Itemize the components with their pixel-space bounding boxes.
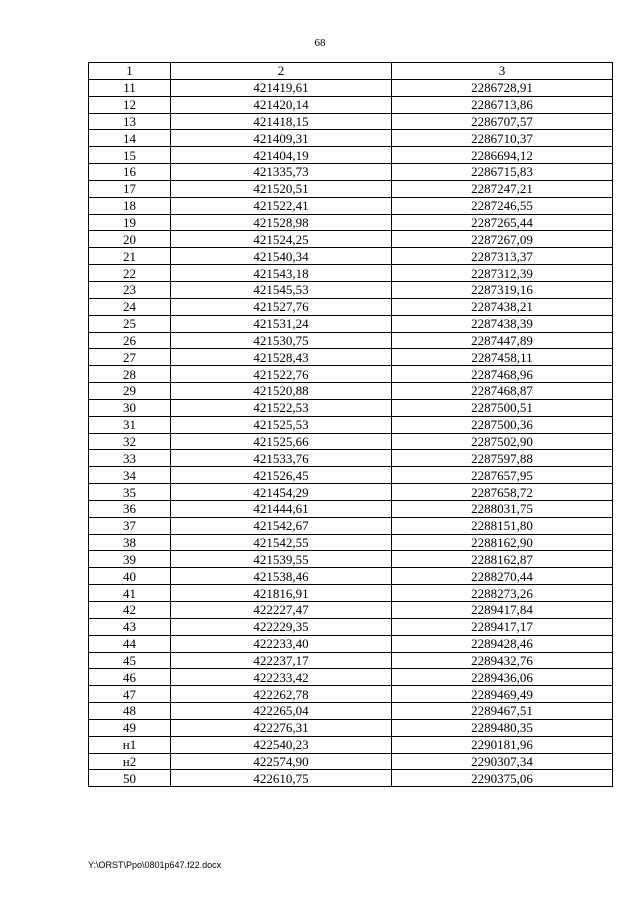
y-coordinate-cell: 2290375,06 <box>392 770 613 787</box>
point-number-cell: н1 <box>89 736 171 753</box>
table-row <box>89 298 613 315</box>
table-row <box>89 231 613 248</box>
table-row <box>89 719 613 736</box>
point-number-cell: 16 <box>89 164 171 181</box>
table-row <box>89 315 613 332</box>
point-number-cell: 30 <box>89 399 171 416</box>
y-coordinate-cell: 2287458,11 <box>392 349 613 366</box>
x-coordinate-cell: 422265,04 <box>171 703 392 720</box>
y-coordinate-cell: 2287438,21 <box>392 298 613 315</box>
y-coordinate-cell: 2289480,35 <box>392 719 613 736</box>
x-coordinate-cell: 422610,75 <box>171 770 392 787</box>
table-row <box>89 349 613 366</box>
table-row <box>89 416 613 433</box>
x-coordinate-cell: 422233,42 <box>171 669 392 686</box>
y-coordinate-cell: 2287313,37 <box>392 248 613 265</box>
y-coordinate-cell: 2287319,16 <box>392 281 613 298</box>
y-coordinate-cell: 2287502,90 <box>392 433 613 450</box>
y-coordinate-cell: 2287658,72 <box>392 484 613 501</box>
x-coordinate-cell: 422276,31 <box>171 719 392 736</box>
table-row <box>89 433 613 450</box>
point-number-cell: 18 <box>89 197 171 214</box>
point-number-cell: 39 <box>89 551 171 568</box>
table-row <box>89 399 613 416</box>
y-coordinate-cell: 2289436,06 <box>392 669 613 686</box>
x-coordinate-cell: 421525,66 <box>171 433 392 450</box>
point-number-cell: 13 <box>89 113 171 130</box>
point-number-cell: 49 <box>89 719 171 736</box>
y-coordinate-cell: 2287657,95 <box>392 467 613 484</box>
table-row <box>89 265 613 282</box>
x-coordinate-cell: 421542,55 <box>171 534 392 551</box>
table-row <box>89 147 613 164</box>
x-coordinate-cell: 421520,51 <box>171 180 392 197</box>
table-row <box>89 281 613 298</box>
y-coordinate-cell: 2286728,91 <box>392 79 613 96</box>
x-coordinate-cell: 421420,14 <box>171 96 392 113</box>
x-coordinate-cell: 421522,53 <box>171 399 392 416</box>
x-coordinate-cell: 421531,24 <box>171 315 392 332</box>
point-number-cell: 44 <box>89 635 171 652</box>
table-row <box>89 551 613 568</box>
y-coordinate-cell: 2287500,36 <box>392 416 613 433</box>
y-coordinate-cell: 2287468,87 <box>392 383 613 400</box>
point-number-cell: 17 <box>89 180 171 197</box>
point-number-cell: 38 <box>89 534 171 551</box>
table-row <box>89 635 613 652</box>
table-row <box>89 197 613 214</box>
y-coordinate-cell: 2290181,96 <box>392 736 613 753</box>
x-coordinate-cell: 421543,18 <box>171 265 392 282</box>
x-coordinate-cell: 421545,53 <box>171 281 392 298</box>
table-row <box>89 180 613 197</box>
y-coordinate-cell: 2286707,57 <box>392 113 613 130</box>
y-coordinate-cell: 2287468,96 <box>392 366 613 383</box>
y-coordinate-cell: 2289417,17 <box>392 618 613 635</box>
x-coordinate-cell: 421542,67 <box>171 517 392 534</box>
table-row <box>89 652 613 669</box>
point-number-cell: 43 <box>89 618 171 635</box>
y-coordinate-cell: 2289467,51 <box>392 703 613 720</box>
table-row <box>89 164 613 181</box>
table-row <box>89 585 613 602</box>
point-number-cell: 47 <box>89 686 171 703</box>
column-header-2: 2 <box>171 63 392 80</box>
point-number-cell: 28 <box>89 366 171 383</box>
x-coordinate-cell: 421454,29 <box>171 484 392 501</box>
y-coordinate-cell: 2290307,34 <box>392 753 613 770</box>
table-row <box>89 214 613 231</box>
x-coordinate-cell: 422233,40 <box>171 635 392 652</box>
table-body <box>89 79 613 786</box>
y-coordinate-cell: 2286710,37 <box>392 130 613 147</box>
y-coordinate-cell: 2289469,49 <box>392 686 613 703</box>
x-coordinate-cell: 421527,76 <box>171 298 392 315</box>
table-header-row <box>89 63 613 80</box>
y-coordinate-cell: 2286715,83 <box>392 164 613 181</box>
point-number-cell: 50 <box>89 770 171 787</box>
y-coordinate-cell: 2287438,39 <box>392 315 613 332</box>
y-coordinate-cell: 2288151,80 <box>392 517 613 534</box>
footer-file-path: Y:\ORST\Ppo\0801p647.f22.docx <box>88 860 222 870</box>
table-row <box>89 669 613 686</box>
table-row <box>89 686 613 703</box>
point-number-cell: 15 <box>89 147 171 164</box>
x-coordinate-cell: 421419,61 <box>171 79 392 96</box>
point-number-cell: 45 <box>89 652 171 669</box>
point-number-cell: 26 <box>89 332 171 349</box>
x-coordinate-cell: 421409,31 <box>171 130 392 147</box>
point-number-cell: 22 <box>89 265 171 282</box>
x-coordinate-cell: 422227,47 <box>171 602 392 619</box>
table-row <box>89 517 613 534</box>
point-number-cell: н2 <box>89 753 171 770</box>
x-coordinate-cell: 422229,35 <box>171 618 392 635</box>
x-coordinate-cell: 421526,45 <box>171 467 392 484</box>
y-coordinate-cell: 2287500,51 <box>392 399 613 416</box>
table-row <box>89 383 613 400</box>
y-coordinate-cell: 2286694,12 <box>392 147 613 164</box>
x-coordinate-cell: 421530,75 <box>171 332 392 349</box>
table-row <box>89 96 613 113</box>
point-number-cell: 14 <box>89 130 171 147</box>
page-number: 68 <box>314 37 326 49</box>
point-number-cell: 34 <box>89 467 171 484</box>
table-row <box>89 130 613 147</box>
x-coordinate-cell: 421418,15 <box>171 113 392 130</box>
table-row <box>89 467 613 484</box>
y-coordinate-cell: 2288031,75 <box>392 500 613 517</box>
y-coordinate-cell: 2286713,86 <box>392 96 613 113</box>
x-coordinate-cell: 421539,55 <box>171 551 392 568</box>
x-coordinate-cell: 422262,78 <box>171 686 392 703</box>
point-number-cell: 11 <box>89 79 171 96</box>
point-number-cell: 41 <box>89 585 171 602</box>
x-coordinate-cell: 422540,23 <box>171 736 392 753</box>
table-row <box>89 534 613 551</box>
table-row <box>89 366 613 383</box>
point-number-cell: 29 <box>89 383 171 400</box>
y-coordinate-cell: 2287597,88 <box>392 450 613 467</box>
y-coordinate-cell: 2288162,87 <box>392 551 613 568</box>
y-coordinate-cell: 2289432,76 <box>392 652 613 669</box>
point-number-cell: 40 <box>89 568 171 585</box>
y-coordinate-cell: 2289417,84 <box>392 602 613 619</box>
point-number-cell: 31 <box>89 416 171 433</box>
table-row <box>89 248 613 265</box>
point-number-cell: 19 <box>89 214 171 231</box>
table-row <box>89 736 613 753</box>
x-coordinate-cell: 421816,91 <box>171 585 392 602</box>
x-coordinate-cell: 421522,76 <box>171 366 392 383</box>
point-number-cell: 23 <box>89 281 171 298</box>
point-number-cell: 46 <box>89 669 171 686</box>
y-coordinate-cell: 2288270,44 <box>392 568 613 585</box>
point-number-cell: 36 <box>89 500 171 517</box>
table-row <box>89 79 613 96</box>
x-coordinate-cell: 421525,53 <box>171 416 392 433</box>
point-number-cell: 37 <box>89 517 171 534</box>
y-coordinate-cell: 2287247,21 <box>392 180 613 197</box>
x-coordinate-cell: 421444,61 <box>171 500 392 517</box>
x-coordinate-cell: 421404,19 <box>171 147 392 164</box>
x-coordinate-cell: 421524,25 <box>171 231 392 248</box>
point-number-cell: 25 <box>89 315 171 332</box>
point-number-cell: 12 <box>89 96 171 113</box>
x-coordinate-cell: 421533,76 <box>171 450 392 467</box>
table-row <box>89 618 613 635</box>
table-row <box>89 703 613 720</box>
point-number-cell: 20 <box>89 231 171 248</box>
y-coordinate-cell: 2289428,46 <box>392 635 613 652</box>
x-coordinate-cell: 421528,43 <box>171 349 392 366</box>
x-coordinate-cell: 421538,46 <box>171 568 392 585</box>
point-number-cell: 42 <box>89 602 171 619</box>
column-header-1: 1 <box>89 63 171 80</box>
table-row <box>89 770 613 787</box>
y-coordinate-cell: 2287312,39 <box>392 265 613 282</box>
y-coordinate-cell: 2287265,44 <box>392 214 613 231</box>
table-row <box>89 450 613 467</box>
x-coordinate-cell: 422574,90 <box>171 753 392 770</box>
table-row <box>89 568 613 585</box>
point-number-cell: 32 <box>89 433 171 450</box>
table-row <box>89 113 613 130</box>
y-coordinate-cell: 2287246,55 <box>392 197 613 214</box>
table-row <box>89 602 613 619</box>
table-row <box>89 500 613 517</box>
table-row <box>89 753 613 770</box>
point-number-cell: 35 <box>89 484 171 501</box>
point-number-cell: 24 <box>89 298 171 315</box>
point-number-cell: 48 <box>89 703 171 720</box>
y-coordinate-cell: 2288162,90 <box>392 534 613 551</box>
x-coordinate-cell: 421335,73 <box>171 164 392 181</box>
x-coordinate-cell: 421540,34 <box>171 248 392 265</box>
y-coordinate-cell: 2288273,26 <box>392 585 613 602</box>
point-number-cell: 21 <box>89 248 171 265</box>
x-coordinate-cell: 421528,98 <box>171 214 392 231</box>
coordinates-table <box>88 62 613 787</box>
y-coordinate-cell: 2287447,89 <box>392 332 613 349</box>
x-coordinate-cell: 421522,41 <box>171 197 392 214</box>
point-number-cell: 33 <box>89 450 171 467</box>
point-number-cell: 27 <box>89 349 171 366</box>
table-row <box>89 484 613 501</box>
x-coordinate-cell: 422237,17 <box>171 652 392 669</box>
y-coordinate-cell: 2287267,09 <box>392 231 613 248</box>
column-header-3: 3 <box>392 63 613 80</box>
table-row <box>89 332 613 349</box>
x-coordinate-cell: 421520,88 <box>171 383 392 400</box>
